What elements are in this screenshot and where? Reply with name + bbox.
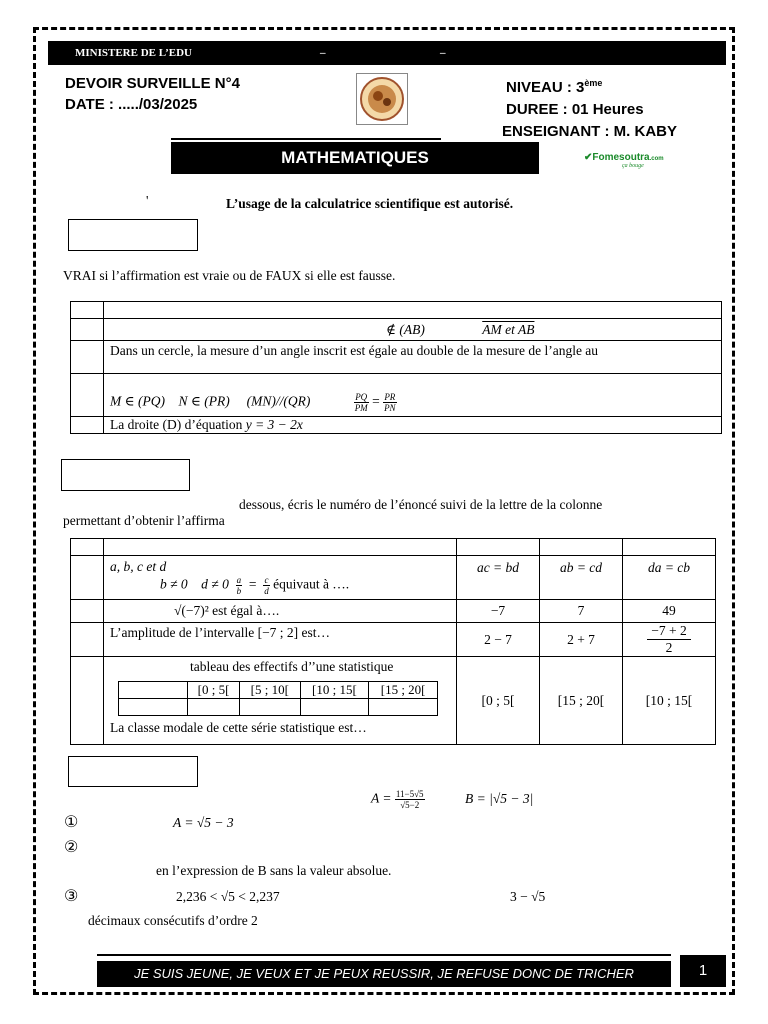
- calculator-note: L’usage de la calculatrice scientifique est autorisé.: [226, 196, 514, 211]
- footer-rule: [97, 954, 671, 956]
- footer-motto: JE SUIS JEUNE, JE VEUX ET JE PEUX REUSSIR, JE REFUSE DONC DE TRICHER: [97, 961, 671, 987]
- exercise-2-table: [70, 538, 716, 745]
- ex2-answer-4c: [10 ; 15[: [623, 657, 716, 745]
- question-3-line-2: décimaux consécutifs d’ordre 2: [88, 913, 258, 928]
- ex2-answer-2a: −7: [457, 600, 540, 623]
- exercise-3-label-box: [68, 756, 198, 787]
- ex1-statement-1: [104, 302, 722, 319]
- ex2-answer-1c: da = cb: [623, 556, 716, 600]
- ex2-answer-3b: 2 + 7: [540, 623, 623, 657]
- exam-date: DATE : ...../03/2025: [65, 96, 198, 113]
- ex1-statement-3: Dans un cercle, la mesure d’un angle inscrit est égale au double de la mesure de l’angle au: [104, 341, 722, 374]
- question-1-number: ①: [64, 814, 79, 831]
- ex2-num-2: [71, 600, 104, 623]
- brand-logo: ✔Fomesoutra.com: [584, 152, 664, 163]
- ex1-num-1: [71, 302, 104, 319]
- exercise-2-instruction-2: permettant d’obtenir l’affirma: [63, 513, 225, 528]
- ex2-answer-2c: 49: [623, 600, 716, 623]
- ex1-num-4: [71, 374, 104, 417]
- ex2-num-3: [71, 623, 104, 657]
- ex1-num-3: [71, 341, 104, 374]
- subject-title: MATHEMATIQUES: [171, 142, 539, 174]
- school-seal-icon: [359, 76, 405, 122]
- exercise-1-instruction: VRAI si l’affirmation est vraie ou de FAUX si elle est fausse.: [63, 268, 396, 283]
- definition-b: B = |√5 − 3|: [465, 791, 534, 806]
- banner-dash-1: –: [320, 47, 326, 59]
- ex2-answer-3c: −7 + 2 2: [623, 623, 716, 657]
- question-2-number: ②: [64, 839, 79, 856]
- ex1-num-5: [71, 417, 104, 434]
- ex2-num-4: [71, 657, 104, 745]
- exercise-2-instruction-1: dessous, écris le numéro de l’énoncé suivi de la lettre de la colonne: [239, 497, 603, 512]
- duration: DUREE : 01 Heures: [506, 101, 644, 118]
- page-number: 1: [680, 955, 726, 987]
- exam-title: DEVOIR SURVEILLE N°4: [65, 75, 240, 92]
- level: NIVEAU : 3ème: [506, 78, 603, 96]
- school-logo: [356, 73, 408, 125]
- exercise-1-table: [70, 301, 722, 434]
- ex2-statement-1: a, b, c et d b ≠ 0 d ≠ 0 $\frac{a}{b}$ = $\frac{c}{d}$ équivaut à ….: [104, 556, 457, 600]
- ex2-statement-3: L’amplitude de l’intervalle [−7 ; 2] est…: [104, 623, 457, 657]
- banner-dash-2: –: [440, 47, 446, 59]
- ex2-answer-3a: 2 − 7: [457, 623, 540, 657]
- ex1-num-2: [71, 319, 104, 341]
- question-3-text: 2,236 < √5 < 2,237: [176, 889, 280, 904]
- ex2-answer-4b: [15 ; 20[: [540, 657, 623, 745]
- ex1-statement-2: ∉ (AB) AM et AB: [104, 319, 722, 341]
- ex2-statement-4: tableau des effectifs d’’une statistique [0 ; 5[ [5 ; 10[ [10 ; 15[ [15 ; 20[ La classe modale de cette série statistique est…: [104, 657, 457, 745]
- question-3-number: ③: [64, 888, 79, 905]
- exercise-1-label-box: [68, 219, 198, 251]
- ex1-statement-4: M ∈ (PQ) N ∈ (PR) (MN)//(QR) $\frac{PQ}{PM}$ = $\frac{PR}{PN}$: [104, 374, 722, 417]
- question-1-text: A = √5 − 3: [173, 815, 234, 830]
- teacher: ENSEIGNANT : M. KABY: [502, 123, 678, 140]
- ex2-num-1: [71, 556, 104, 600]
- ex2-answer-1b: ab = cd: [540, 556, 623, 600]
- definition-a: A = $\frac{11-5√5}{√5-2}$: [371, 789, 424, 810]
- ministry-label: MINISTERE DE L’EDU: [75, 47, 192, 59]
- ministry-banner: [48, 41, 726, 65]
- stray-apostrophe: ': [146, 193, 149, 208]
- subject-rule: [171, 138, 441, 140]
- ex1-statement-5: La droite (D) d’équation y = 3 − 2x: [104, 417, 722, 434]
- question-3-expression: 3 − √5: [510, 889, 546, 904]
- frequency-table: [0 ; 5[ [5 ; 10[ [10 ; 15[ [15 ; 20[: [118, 681, 438, 716]
- exercise-2-label-box: [61, 459, 190, 491]
- ex2-answer-1a: ac = bd: [457, 556, 540, 600]
- ex2-answer-4a: [0 ; 5[: [457, 657, 540, 745]
- question-2-text: en l’expression de B sans la valeur absolue.: [156, 863, 392, 878]
- brand-tagline: ça bouge: [622, 163, 644, 169]
- ex2-answer-2b: 7: [540, 600, 623, 623]
- ex2-statement-2: √(−7)² est égal à….: [104, 600, 457, 623]
